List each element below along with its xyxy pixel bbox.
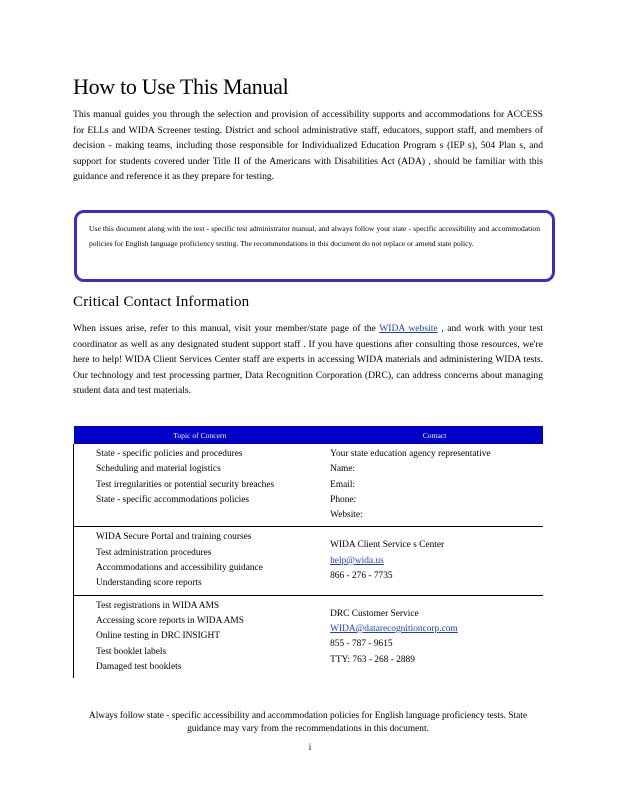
topic-text: Scheduling and material logistics [96, 464, 221, 475]
drc-email-link[interactable]: WIDA@datarecognitioncorp.com [330, 623, 458, 634]
critical-contact-paragraph [73, 321, 543, 399]
topic-text: WIDA Secure Portal and training courses [96, 532, 252, 543]
topic-text: Damaged test booklets [96, 661, 182, 672]
topic-text: Understanding score reports [96, 578, 202, 589]
table-row [74, 595, 544, 678]
topics-cell [74, 444, 327, 527]
topic-text: State - specific policies and procedures [96, 449, 243, 459]
topic-text: Accommodations and accessibility guidance [96, 563, 263, 574]
topic-text: State - specific accommodations policies [96, 494, 250, 505]
contact-tty: TTY: 763 - 268 - 2889 [330, 654, 415, 665]
contact-phone-label: Phone: [330, 494, 357, 505]
paragraph-text-after-link: , and work with your test coordinator as well as any designated student support staff . If you have questions after consulting those resources, we're here to help! WIDA Client Services Center staff are experts in accessing WIDA materials and administering WIDA tests. Our technology and test processing partner, Data Recognition Corporation (DRC), can address concerns about managing student data and test materials. [73, 323, 543, 396]
wida-email-link[interactable]: help@wida.us [330, 555, 384, 566]
contact-line: Your state education agency representative [330, 449, 491, 459]
note-box: Use this document along with the test - specific test administrator manual, and always follow your state - specific accessibility and accommodation policies for English language proficiency testing. The recommendations in this document do not replace or amend state policy. [74, 210, 555, 282]
contact-email-label: Email: [330, 479, 356, 490]
header-contact: Contact [326, 426, 543, 444]
topic-text: Online testing in DRC INSIGHT [96, 631, 220, 642]
topic-item [78, 493, 326, 508]
topic-item [78, 599, 326, 614]
topic-text: Accessing score reports in WIDA AMS [96, 615, 244, 626]
wida-website-link[interactable]: WIDA website [379, 323, 438, 334]
page-number: i [308, 742, 312, 752]
page-title: How to Use This Manual [73, 74, 289, 99]
contact-phone: 866 - 276 - 7735 [330, 571, 393, 582]
topic-item [78, 576, 326, 591]
header-topic-of-concern: Topic of Concern [74, 426, 327, 444]
topic-item [78, 546, 326, 561]
topic-item [78, 614, 326, 629]
paragraph-text-before-link: When issues arise, refer to this manual, visit your member/state page of the [73, 323, 380, 334]
contact-website-label: Website: [330, 510, 363, 521]
contact-table [73, 426, 543, 678]
intro-paragraph: This manual guides you through the selection and provision of accessibility supports and accommodations for ACCESS for ELLs and WIDA Screener testing. District and school administrative staff, educators, support staff, and members of decision - making teams, including those responsible for Individualized Education Program s (IEP s), 504 Plan s, and support for students covered under Title II of the Americans with Disabilities Act (ADA) , should be familiar with this guidance and reference it as they prepare for testing. [73, 109, 543, 182]
critical-contact-heading: Critical Contact Information [73, 294, 250, 310]
contact-line: DRC Customer Service [330, 608, 419, 619]
topic-text: Test irregularities or potential security breaches [96, 479, 275, 490]
footer-note: Always follow state - specific accessibility and accommodation policies for English language proficiency tests. State guidance may vary from the recommendations in this document. [88, 711, 528, 734]
topic-text: Test administration procedures [96, 547, 212, 558]
contact-cell [326, 527, 543, 595]
contact-name-label: Name: [330, 464, 356, 475]
table-row [74, 527, 544, 595]
topic-item [78, 530, 326, 545]
contact-cell [326, 595, 543, 678]
topic-item [78, 462, 326, 477]
topic-text: Test booklet labels [96, 646, 167, 657]
topic-text: Test registrations in WIDA AMS [96, 600, 220, 611]
topics-cell [74, 527, 327, 595]
contact-phone: 855 - 787 - 9615 [330, 639, 393, 650]
topic-item [78, 447, 326, 462]
topics-cell [74, 595, 327, 678]
topic-item [78, 660, 326, 675]
contact-cell [326, 444, 543, 527]
table-row [74, 444, 544, 527]
topic-item [78, 478, 326, 493]
topic-item [78, 561, 326, 576]
contact-line: WIDA Client Service s Center [330, 540, 445, 551]
topic-item [78, 645, 326, 660]
topic-item [78, 629, 326, 644]
